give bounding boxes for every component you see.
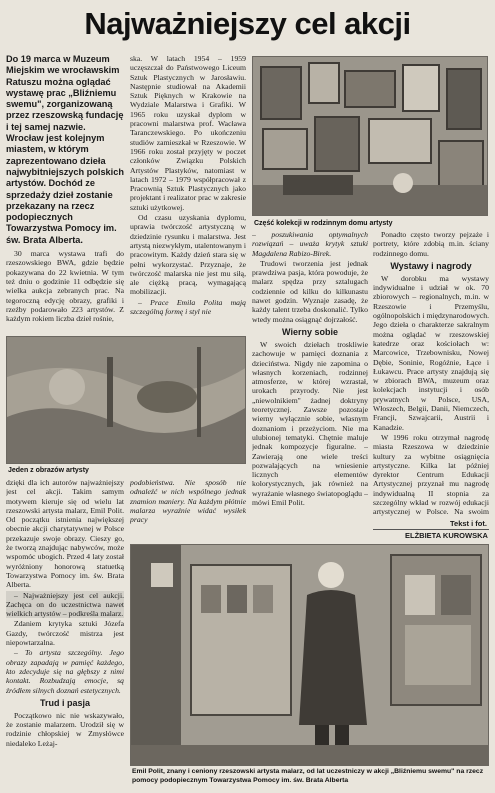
subheading-wystawy: Wystawy i nagrody	[390, 260, 472, 271]
article-paragraph: Ponadto często tworzy pejzaże i portrety, które zdobią m.in. ściany rodzinnego domu.	[373, 230, 489, 258]
article-paragraph: W swoich dziełach troskliwie zachowuje w pamięci doznania z dzieciństwa. Nigdy nie zapomina o własnych korzeniach, rodzinnej atmosferze, w której wzrastał, urokach przyrody. Nie jest „niewolnikiem" żadnej doktryny teoretycznej. Zawsze pozostaje wierny wyłącznie sobie, własnym doznaniom i przeżyciom. Nie ma ulubionej tematyki. Chętnie maluje jednak kompozycje figuralne. – Zawierają one wiele treści pozwalających na wniesienie licznych elementów kolorystycznych, jak również na wyrażanie własnego światopoglądu – mówi Emil Polit.	[252, 339, 368, 508]
article-paragraph: 30 marca wystawa trafi do rzeszowskiego BWA, gdzie będzie pokazywana do 22 kwietnia. W tym też dniu o godzinie 11 odbędzie się wielka aukcja zebranych prac. Na tegoroczną edycję obrazy, grafiki i rzeźby podarowało 223 artystów. Z każdym rokiem liczba dzieł rośnie,	[6, 249, 124, 324]
lead-paragraph: Do 19 marca w Muzeum Miejskim we wrocławskim Ratuszu można oglądać wystawę prac „Bliźniemu swemu", zorganizowaną przez rzeszowską fundację i tej samej nazwie. Wrocław jest kolejnym miastem, w którym zaprezentowano dzieła najwybitniejszych polskich artystów. Dochód ze sprzedaży dzieł zostanie przekazany na rzecz podopiecznych Towarzystwa Pomocy im. św. Brata Alberta.	[6, 54, 124, 245]
article-paragraph: ska. W latach 1954 – 1959 uczęszczał do Państwowego Liceum Sztuk Plastycznych w Jarosławiu. Następnie studiował na Akademii Sztuk Pięknych w Krakowie na Wydziale Malarstwa i Grafiki. W 1965 roku uzyskał dyplom w pracowni malarstwa prof. Wacława Taranczewskiego. Po ukończeniu studiów zamieszkał w Rzeszowie. W 1966 roku został przyjęty w poczet członków Związku Polskich Artystów Plastyków, natomiast w latach 1972 – 1979 współpracował z Pracownią Sztuk Plastycznych jako projektant i realizator prac w zakresie sztuki użytkowej.	[130, 54, 246, 212]
divider	[373, 529, 489, 530]
article-paragraph: – To artysta szczególny. Jego obrazy zapadają w pamięć każdego, kto zdecyduje się na głębszy z nimi kontakt. Rozbudzają emocje, są źródłem silnych doznań estetycznych.	[6, 648, 124, 695]
article-paragraph: – Prace Emila Polita mają szczególną formę i styl nie	[130, 297, 246, 317]
article-paragraph: Od czasu uzyskania dyplomu, uprawia twórczość artystyczną w dziedzinie rysunku i malarstwa. Jest artystą niezwykłym, utalentowanym i pracowitym. Każdy dzień stara się w pełni wykorzystać. Przyznaje, że twórczość malarska nie jest mu siłą, ale ciężką pracą, wymagającą mobilizacji.	[130, 213, 246, 297]
photo-painting-image	[7, 337, 246, 464]
article-paragraph: – poszukiwania optymalnych rozwiązań – uważa krytyk sztuki Magdalena Rabizo-Birek.	[252, 230, 368, 258]
column-3	[252, 230, 368, 540]
photo-artist-image	[131, 545, 489, 766]
author-name: ELŻBIETA KUROWSKA	[405, 531, 488, 540]
article-paragraph: dzięki dla ich autorów najważniejszy jest cel akcji. Takim samym motywem kieruje się od wielu lat rzeszowski artysta malarz, Emil Polit. Od początku istnienia największej obecnie akcji charytatywnej w Polsce przekazuje swoje obrazy. Cieszy go, że tworzą znajdując nabywców, może wspomóc ubogich. Przed 4 laty został wyróżniony honorową statuetką Towarzystwa Pomocy im. św. Brata Alberta.	[6, 478, 124, 590]
article-paragraph: Początkowo nic nie wskazywało, że zostanie malarzem. Urodził się w rodzinie chłopskiej w Zmysłówce niedaleko Leżaj-	[6, 710, 124, 748]
photo-painting-caption: Jeden z obrazów artysty	[8, 467, 89, 474]
photo-collection-caption: Część kolekcji w rodzinnym domu artysty	[254, 220, 393, 227]
headline: Najważniejszy cel akcji	[84, 6, 411, 41]
article-paragraph: – Najważniejszy jest cel aukcji. Zachęca on do uczestnictwa nawet wielkich artystów – podkreśla malarz.	[6, 590, 124, 619]
column-2-bottom	[130, 478, 246, 536]
photo-painting	[6, 336, 246, 464]
subheading-trud-i-pasja: Trud i pasja	[39, 697, 90, 708]
article-paragraph: W 1996 roku otrzymał nagrodę miasta Rzeszowa w dziedzinie kultury za wybitne osiągnięcia artystyczne. Kilka lat później dyrektor Centrum Edukacji Artystycznej przyznał mu nagrodę indywidualną II stopnia za szczególny wkład w rozwój edukacji artystycznej w Polsce. Na swoim	[373, 432, 489, 516]
column-4	[373, 230, 489, 516]
photo-collection-image	[253, 57, 488, 216]
photo-collection-home	[252, 56, 488, 216]
article-paragraph: podobieństwa. Nie sposób nie odnaleźć w nich wspólnego jednak znamion maniery. Na każdym płótnie malarza wyraźnie widać wysiłek pracy	[130, 478, 246, 525]
article-paragraph: Trudowi tworzenia jest jednak prawdziwa pasja, która powoduje, że malarz spędza przy sztalugach codziennie od kilku do kilkunastu nawet godzin. Wyznaje zasadę, że każdy talent trzeba doskonalić. Tylko wtedy można osiągnąć dojrzałość.	[252, 258, 368, 324]
column-2-top	[130, 54, 246, 332]
article-paragraph: W dorobku ma wystawy indywidualne i udział w ok. 70 zbiorowych – regionalnych, m.in. w Rzeszowie i Przemyślu, ogólnopolskich i międzynarodowych. Jego dzieła o charakterze sakralnym można oglądać w rzeszowskiej katedrze oraz kościołach w: Marcowice, Trzebownisku, Nowej Dębie, Soninie, Rogóźnie, Łące i Łukawcu. Prace artysty znajdują się w zbiorach BWA, muzeum oraz kolekcjach instytucji i osób prywatnych w Polsce, USA, Włoszech, Belgii, Danii, Niemczech, Francji, Szwajcarii, Austrii i Kanadzie.	[373, 273, 489, 432]
article-paragraph: Zdaniem krytyka sztuki Józefa Gazdy, twórczość mistrza jest niepowtarzalna.	[6, 619, 124, 648]
photo-emil-polit	[130, 544, 489, 766]
column-1-top	[6, 54, 124, 332]
subheading-wierny-sobie: Wierny sobie	[282, 326, 338, 337]
column-1-bottom	[6, 478, 124, 793]
photo-artist-caption: Emil Polit, znany i ceniony rzeszowski artysta malarz, od lat uczestniczy w akcji „Bliźniemu swemu" na rzecz pomocy podopiecznym Towarzystwa Pomocy im. św. Brata Alberta	[132, 768, 484, 784]
credit-line: Tekst i fot.	[450, 519, 487, 528]
